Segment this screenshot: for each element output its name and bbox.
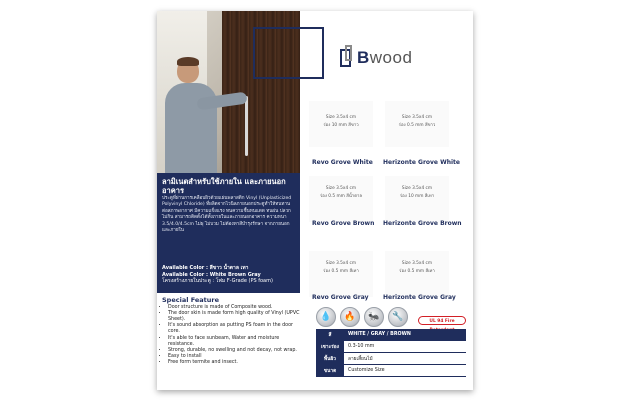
spec-row [316,353,466,365]
spec-key: พื้นผิว [316,353,344,364]
color-line-en: Available Color : White Brown Gray [162,271,261,278]
photo-person-hair [177,57,199,66]
swatch-revo-white: Size 3.5x4 cm ร่อง 10 mm สีขาว [309,101,373,147]
fire-resistant-icon: 🔥 [340,307,360,327]
special-feature-title: Special Feature [162,296,220,304]
logo-frame-right [318,27,324,79]
swatch-name: Herizonte Grove Brown [383,220,462,227]
spec-row [316,365,466,377]
brochure-page [157,11,473,390]
spec-key: เซาะร่อง [316,341,344,352]
spec-value: 0.3-10 mm [348,344,375,349]
intro-colors [162,265,296,285]
feature-item: • Strong, durable, no swelling and not decay, not wrap. [168,348,300,354]
water-resistant-icon: 💧 [316,307,336,327]
swatch-name: Herizonte Grove White [383,159,460,166]
spec-value: ลายเสี้ยนไม้ [348,356,373,362]
easy-install-icon: 🔧 [388,307,408,327]
intro-panel [157,173,300,293]
feature-item: • Door structure is made of Composite wood. [168,305,300,311]
termite-free-icon: 🐜 [364,307,384,327]
swatch-herizonte-gray: Size 3.5x4 cm ร่อง 0.5 mm สีเทา [385,251,449,297]
feature-item: • It's sound absorption as putting PS foam in the door core. [168,323,300,335]
swatch-revo-gray: Size 3.5x4 cm ร่อง 0.5 mm สีเทา [309,251,373,297]
swatch-revo-brown: Size 3.5x4 cm ร่อง 0.5 mm สีน้ำตาล [309,176,373,222]
intro-title: ลามิเนตสำหรับใช้ภายใน และภายนอกอาคาร [162,177,286,195]
color-line-th: Available Color : สีขาว น้ำตาล เทา [162,265,249,271]
intro-body: ประตูที่ผ่านการเคลือบผิวด้วยแผ่นพลาสติก Vinyl (Unplasticized Polyvinyl Chloride) ที่ผลิตจากไวนิลภายนอกประตูทำให้ทนทานต่อสภาพอากาศ มีความแข็งแรง ทนความชื้นทนแดด ทนฝน ปลวกไม่กิน สามารถติดตั้งได้ทั้งภายในและภายนอกอาคาร ความหนา 3.5/4.0/4.5cm ไม่ผุ ไม่บวม ไม่ต้องทาสีบำรุงรักษา จากภายนอกและภายใน [162,196,292,234]
swatch-herizonte-white: Size 3.5x4 cm ร่อง 0.5 mm สีขาว [385,101,449,147]
spec-row [316,341,466,353]
swatch-name: Revo Grove White [312,159,373,166]
spec-value: WHITE / GRAY / BROWN [344,329,466,340]
feature-item: • Easy to install [168,354,300,360]
photo-door-handle [245,96,248,156]
spec-value: Customize Size [348,368,385,373]
core-line: โครงสร้างภายในประตู : โฟม F-Grade (PS foam) [162,278,273,284]
swatch-herizonte-brown: Size 3.5x4 cm ร่อง 10 mm สีเทา [385,176,449,222]
feature-list [162,305,300,366]
swatch-name: Revo Grove Gray [312,294,369,301]
feature-item: • The door skin is made form high quality of Vinyl (UPVC Sheet). [168,311,300,323]
swatch-name: Revo Grove Brown [312,220,375,227]
special-feature [162,297,300,366]
brand-logo: Bwood [357,48,413,67]
swatch-name: Herizonte Grove Gray [383,294,456,301]
spec-row [316,329,466,341]
spec-key: ขนาด [316,365,344,376]
feature-item: • Free form termite and insect. [168,360,300,366]
logo-frame-left [253,27,321,79]
fire-retardant-badge: UL 94 Fire [418,316,466,325]
spec-table [316,329,466,377]
spec-key: สี [316,329,344,340]
door-logo-icon [340,49,351,67]
feature-item: • It's able to face sunbeam, Water and moisture resistance. [168,336,300,348]
